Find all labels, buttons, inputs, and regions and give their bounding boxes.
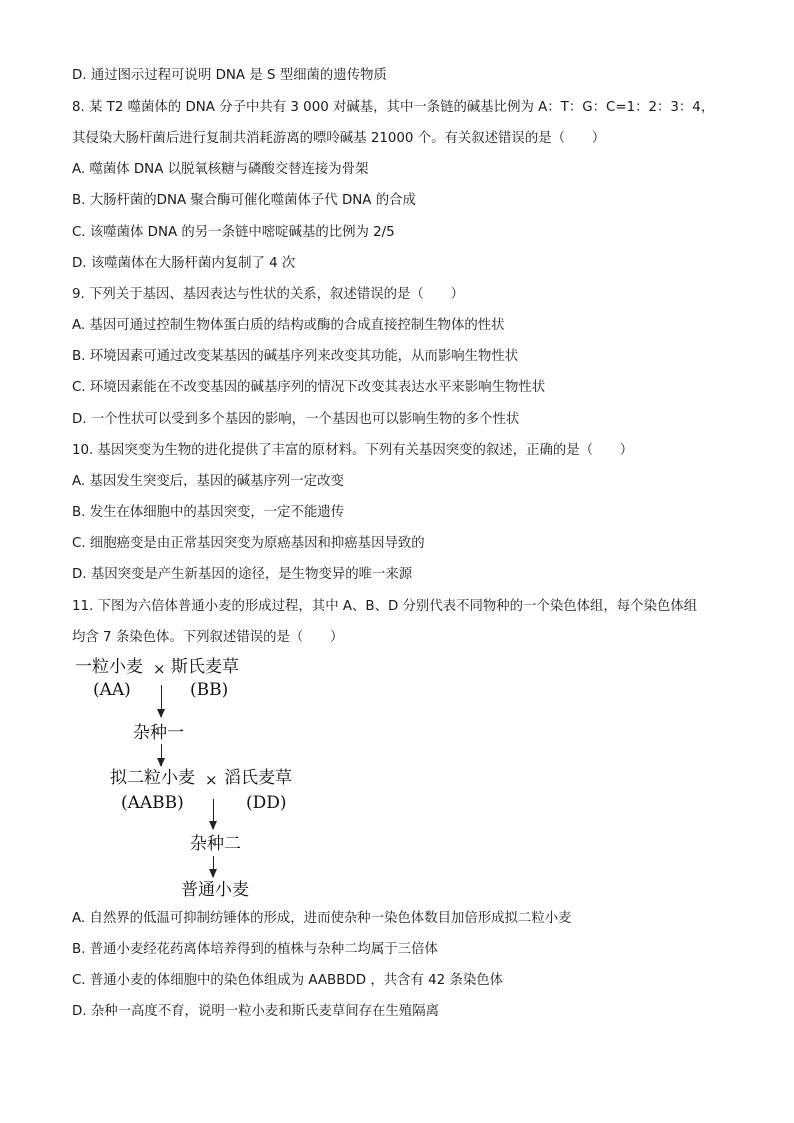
q9-option-c: C. 环境因素能在不改变基因的碱基序列的情况下改变其表达水平来影响生物性状 — [72, 380, 546, 395]
q10-option-a: A. 基因发生突变后，基因的碱基序列一定改变 — [72, 474, 344, 489]
diagram-cross-symbol-1: × — [153, 660, 166, 678]
q8-stem-line2: 其侵染大肠杆菌后进行复制共消耗游离的嘌呤碱基 21000 个。有关叙述错误的是（ ） — [72, 131, 606, 146]
q11-option-c: C. 普通小麦的体细胞中的染色体组成为 AABBDD ，共含有 42 条染色体 — [72, 973, 503, 988]
q11-stem-line1: 11. 下图为六倍体普通小麦的形成过程，其中 A、B、D 分别代表不同物种的一个染色体组，每个染色体组 — [72, 599, 698, 614]
diagram-hybrid-two: 杂种二 — [190, 834, 241, 854]
q8-stem-line1: 8. 某 T2 噬菌体的 DNA 分子中共有 3 000 对碱基，其中一条链的碱基比例为 A：T：G：C=1：2：3：4， — [72, 100, 715, 115]
q11-stem-line2: 均含 7 条染色体。下列叙述错误的是（ ） — [72, 630, 344, 645]
diagram-cross-symbol-2: × — [205, 771, 218, 789]
q9-option-a: A. 基因可通过控制生物体蛋白质的结构或酶的合成直接控制生物体的性状 — [72, 318, 505, 333]
q7-option-d: D. 通过图示过程可说明 DNA 是 S 型细菌的遗传物质 — [72, 68, 387, 83]
q11-option-b: B. 普通小麦经花药离体培养得到的植株与杂种二均属于三倍体 — [72, 942, 438, 957]
q10-stem: 10. 基因突变为生物的进化提供了丰富的原材料。下列有关基因突变的叙述，正确的是（ ） — [72, 443, 634, 458]
q10-option-c: C. 细胞癌变是由正常基因突变为原癌基因和抑癌基因导致的 — [72, 536, 425, 551]
diagram-genome-bb: (BB) — [190, 680, 229, 700]
diagram-arrow-4 — [213, 856, 214, 877]
diagram-common-wheat: 普通小麦 — [181, 880, 249, 900]
diagram-hybrid-one: 杂种一 — [133, 723, 184, 743]
q10-option-d: D. 基因突变是产生新基因的途径，是生物变异的唯一来源 — [72, 567, 413, 582]
q9-option-b: B. 环境因素可通过改变某基因的碱基序列来改变其功能，从而影响生物性状 — [72, 349, 519, 364]
q11-option-a: A. 自然界的低温可抑制纺锤体的形成，进而使杂种一染色体数目加倍形成拟二粒小麦 — [72, 911, 572, 926]
q11-option-d: D. 杂种一高度不育，说明一粒小麦和斯氏麦草间存在生殖隔离 — [72, 1004, 439, 1019]
q10-option-b: B. 发生在体细胞中的基因突变，一定不能遗传 — [72, 505, 345, 520]
diagram-species-aegilops-speltoides: 斯氏麦草 — [171, 657, 239, 677]
diagram-genome-aabb: (AABB) — [121, 793, 184, 813]
q8-option-b: B. 大肠杆菌的DNA 聚合酶可催化噬菌体子代 DNA 的合成 — [72, 193, 416, 208]
q9-stem: 9. 下列关于基因、基因表达与性状的关系，叙述错误的是（ ） — [72, 287, 464, 302]
diagram-arrow-3 — [213, 799, 214, 829]
q8-option-c: C. 该噬菌体 DNA 的另一条链中嘧啶碱基的比例为 2/5 — [72, 225, 395, 240]
diagram-species-tetraploid-wheat: 拟二粒小麦 — [110, 768, 195, 788]
diagram-genome-aa: (AA) — [93, 680, 131, 700]
diagram-arrow-2 — [161, 744, 162, 766]
q9-option-d: D. 一个性状可以受到多个基因的影响，一个基因也可以影响生物的多个性状 — [72, 412, 520, 427]
diagram-genome-dd: (DD) — [246, 793, 287, 813]
q8-option-a: A. 噬菌体 DNA 以脱氧核糖与磷酸交替连接为骨架 — [72, 162, 369, 177]
diagram-species-aegilops-tauschii: 滔氏麦草 — [224, 768, 292, 788]
diagram-arrow-1 — [161, 685, 162, 717]
q8-option-d: D. 该噬菌体在大肠杆菌内复制了 4 次 — [72, 256, 296, 271]
diagram-species-einkorn: 一粒小麦 — [75, 657, 143, 677]
